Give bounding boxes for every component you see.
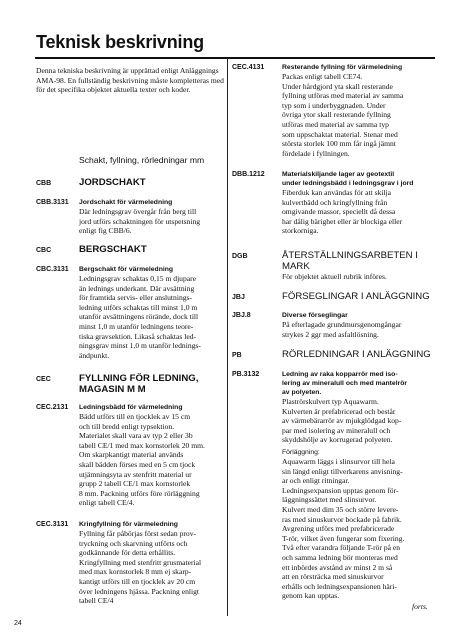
section-cbc3131 xyxy=(79,265,227,360)
code-cbc: CBC xyxy=(36,247,52,254)
body-text: Ledningsgrav schaktas 0,15 m djupare än lednings underkant. Där avsättning för framtida servis- eller anslutnings- ledning utförs schaktas till minst 1,0 m utanför avsättningens rörände, dock till minst 1,0 m utanför ledningens teore- tiska gravsektion. Likaså schaktas led- ningsgrav minst 1,0 m utanför lednings- ändpunkt. xyxy=(79,274,201,360)
subtitle: Resterande fyllning för värmeledning xyxy=(282,64,403,71)
section-dgb xyxy=(282,250,442,282)
title-rorledningar: RÖRLEDNINGAR I ANLÄGGNING xyxy=(282,349,431,360)
body-text: Fiberduk kan användas för att skilja kulvertbädd och kringfyllning från omgivande massor, speciellt då dessa har dålig bärighet eller är blockiga eller storkorniga. xyxy=(282,188,403,236)
code-dgb: DGB xyxy=(232,253,248,260)
section-cec3131 xyxy=(79,520,227,606)
code-pb3132: PB.3132 xyxy=(232,371,260,378)
section-jbj8 xyxy=(282,311,442,339)
section-cbb3131 xyxy=(79,198,227,236)
title-aterstallning: ÅTERSTÄLLNINGSARBETEN I MARK xyxy=(282,250,418,272)
section-cec4131 xyxy=(282,63,442,158)
section-heading: Schakt, fyllning, rörledningar mm xyxy=(79,155,205,165)
title-rule xyxy=(35,57,435,59)
subtitle: Ledningsbädd för värmeledning xyxy=(79,404,183,411)
body-text: Där ledningsgrav övergår från berg till jord utförs schaktningen för utspetsning enligt fig CBB/6. xyxy=(79,207,201,236)
subtitle: Diverse förseglingar xyxy=(282,312,348,319)
code-cbc3131: CBC.3131 xyxy=(36,266,69,273)
subtitle: Kringfyllning för värmeledning xyxy=(79,521,178,528)
body-text: På efterlagade grundmursgenomgångar strykes 2 ggr med asfaltlösning. xyxy=(282,320,402,339)
subtitle: Jordschakt för värmeledning xyxy=(79,199,173,206)
subtitle: Ledning av raka kopparrör med iso- lering av mineralull och med mantelrör av polyeten. xyxy=(282,371,408,396)
body-text: Fyllning får påbörjas först sedan prov- tryckning och skarvning utförts och godkännande för detta erhållits. Kringfyllning med stenfritt grusmaterial med max kornstorlek 8 mm ej skarp- kantigt utförs till en tjocklek av 20 cm över ledningens hjässa. Packning enligt tabell CE/4 xyxy=(79,529,202,606)
code-cbb: CBB xyxy=(36,180,52,187)
page-number: 24 xyxy=(14,620,22,627)
body-text: Plaströrskulvert typ Aquawarm. Kulverten är prefabricerad och består av värmebärarrör av mjukglödgad kop- par med isolering av mineralull och skyddshölje av korrugerad polyeten. xyxy=(282,397,402,445)
code-cec4131: CEC.4131 xyxy=(232,64,265,71)
title-bergschakt: BERGSCHAKT xyxy=(79,244,147,255)
code-cbb3131: CBB.3131 xyxy=(36,199,69,206)
code-cec2131: CEC.2131 xyxy=(36,404,69,411)
title-fyllning: FYLLNING FÖR LEDNING, MAGASIN M M xyxy=(79,373,199,395)
body-text: Bädd utförs till en tjocklek av 15 cm och till bredd enligt typsektion. Materialet skall vara av typ 2 eller 3b tabell CE/1 med max kornstorlek 20 mm. Om skarpkantigt material används skall bädden förses med en 5 cm tjock utjämningsyta av stenfritt material ur grupp 2 tabell CE/1 max kornstorlek 8 mm. Packning utförs före rörläggning enligt tabell CE/4. xyxy=(79,412,205,508)
page-title: Teknisk beskrivning xyxy=(36,32,204,52)
subtitle-forlaggning: Förläggning: xyxy=(282,448,320,456)
subtitle: Materialskiljande lager av geotextil under ledningsbädd i ledningsgrav i jord xyxy=(282,171,414,187)
code-pb: PB xyxy=(232,352,242,359)
body-text: Packas enligt tabell CE74. Under hårdgjord yta skall resterande fyllning utföras med material av samma typ som i underbyggnaden. Under övriga ytor skall resterande fyllning utföras med material av samma typ som uppschaktat material. Stenar med största storlek 100 mm får ingå jämnt fördelade i fyllningen. xyxy=(282,72,404,158)
code-dbb1212: DBB.1212 xyxy=(232,171,265,178)
title-forseglingar: FÖRSEGLINGAR I ANLÄGGNING xyxy=(282,291,430,302)
title-jordschakt: JORDSCHAKT xyxy=(79,177,146,188)
code-cec3131: CEC.3131 xyxy=(36,521,69,528)
code-cec: CEC xyxy=(36,376,51,383)
body-text-forlaggning: Aquawarm läggs i slinsurvor till hela sin längd enligt tillverkarens anvisning- ar och enligt ritningar. Ledningsexpansion upptas genom för- läggningssättet med slinsurvor. Kulvert med dim 35 och större levere- ras med sinuskurvor bockade på fabrik. Avgrening utförs med prefabricerade T-rör, vilket även fungerar som fixering. Två efter varandra följande T-rör på en och samma ledning bör monteras med ett inbördes avstånd av minst 2 m så att en rörsträcka med sinuskurvor erhålls och ledningsexpansionen häri- genom kan upptas. xyxy=(282,456,405,601)
intro-paragraph: Denna tekniska beskrivning är upprättad enligt Anläggnings AMA-98. En fullständig beskrivning måste kompletteras med för det specifika objektet aktuella texter och koder. xyxy=(36,66,224,95)
continued-note: forts. xyxy=(412,602,428,611)
code-jbj: JBJ xyxy=(232,294,245,301)
column-divider xyxy=(227,58,228,616)
section-dbb1212 xyxy=(282,170,442,236)
section-cec2131 xyxy=(79,403,227,508)
subtitle: Bergschakt för värmeledning xyxy=(79,266,174,273)
section-pb3132 xyxy=(282,370,442,601)
code-jbj8: JBJ.8 xyxy=(232,312,251,319)
body-text: För objektet aktuell rubrik införes. xyxy=(282,272,387,281)
